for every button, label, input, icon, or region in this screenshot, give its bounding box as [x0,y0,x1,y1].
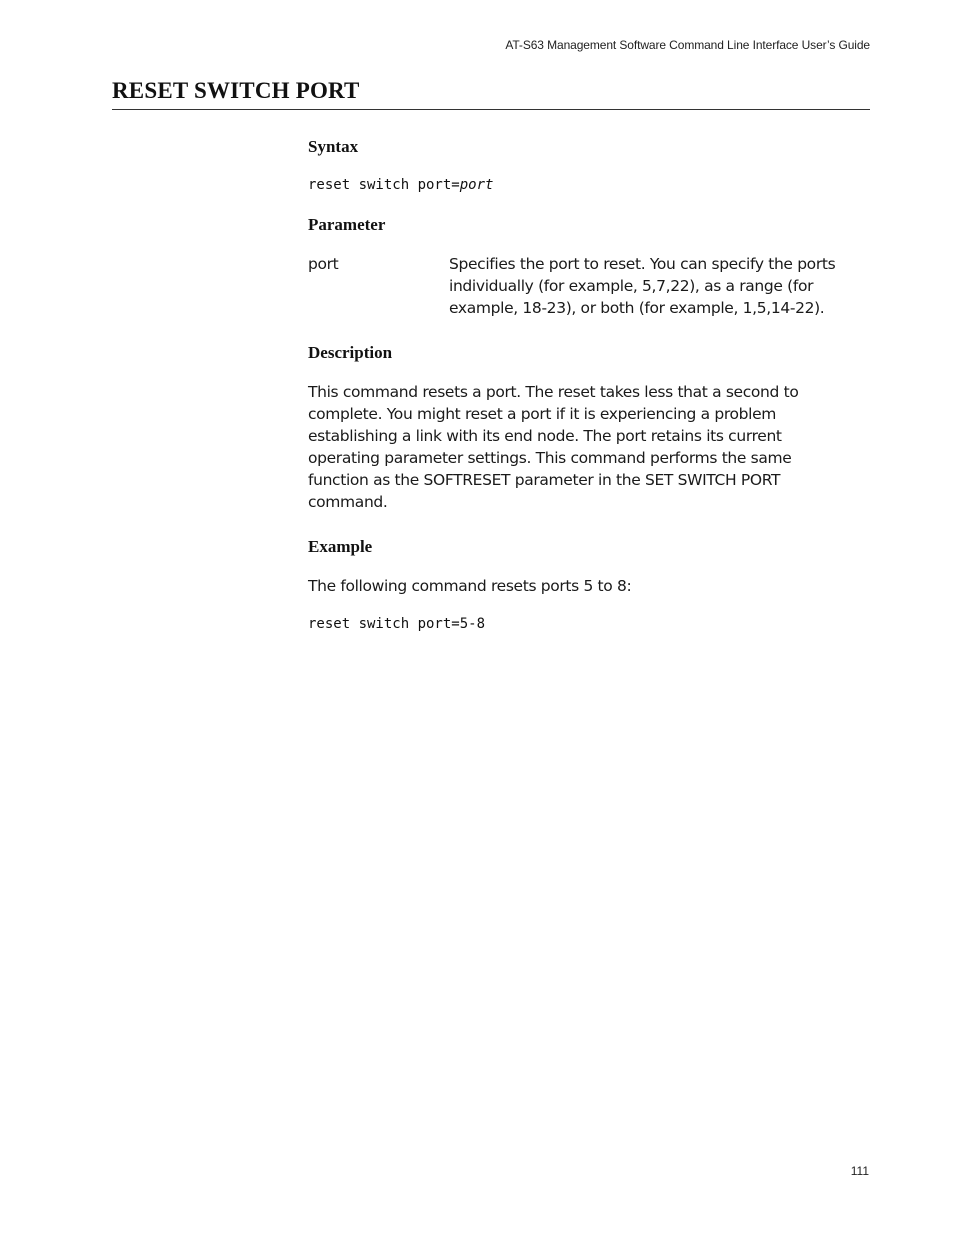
page-title: RESET SWITCH PORT [112,78,360,103]
description-heading: Description [308,343,393,362]
syntax-heading: Syntax [308,137,359,156]
page-number: 111 [850,1164,869,1178]
parameter-table [308,253,868,319]
example-heading: Example [308,537,373,556]
parameter-description-line: individually (for example, 5,7,22), as a range (for [449,277,814,295]
syntax-command [308,175,868,195]
description-line: This command resets a port. The reset takes less that a second to [308,383,799,401]
parameter-description-line: example, 18-23), or both (for example, 1,5,14-22). [449,299,825,317]
description-line: operating parameter settings. This command performs the same [308,449,792,467]
syntax-command-variable: port [459,177,494,193]
main-content [308,136,868,634]
description-line: command. [308,493,388,511]
running-header: AT-S63 Management Software Command Line Interface User’s Guide [505,38,870,52]
example-command: reset switch port=5-8 [308,616,486,632]
parameter-description [449,253,868,319]
parameter-description-line: Specifies the port to reset. You can specify the ports [449,255,836,273]
description-line: function as the SOFTRESET parameter in the SET SWITCH PORT [308,471,781,489]
syntax-command-prefix: reset switch port= [308,177,460,193]
parameter-name: port [308,255,339,273]
title-rule [112,109,870,110]
example-intro: The following command resets ports 5 to 8: [308,577,632,595]
description-line: establishing a link with its end node. The port retains its current [308,427,782,445]
parameter-heading: Parameter [308,215,386,234]
description-line: complete. You might reset a port if it is experiencing a problem [308,405,777,423]
description-paragraph [308,381,868,513]
